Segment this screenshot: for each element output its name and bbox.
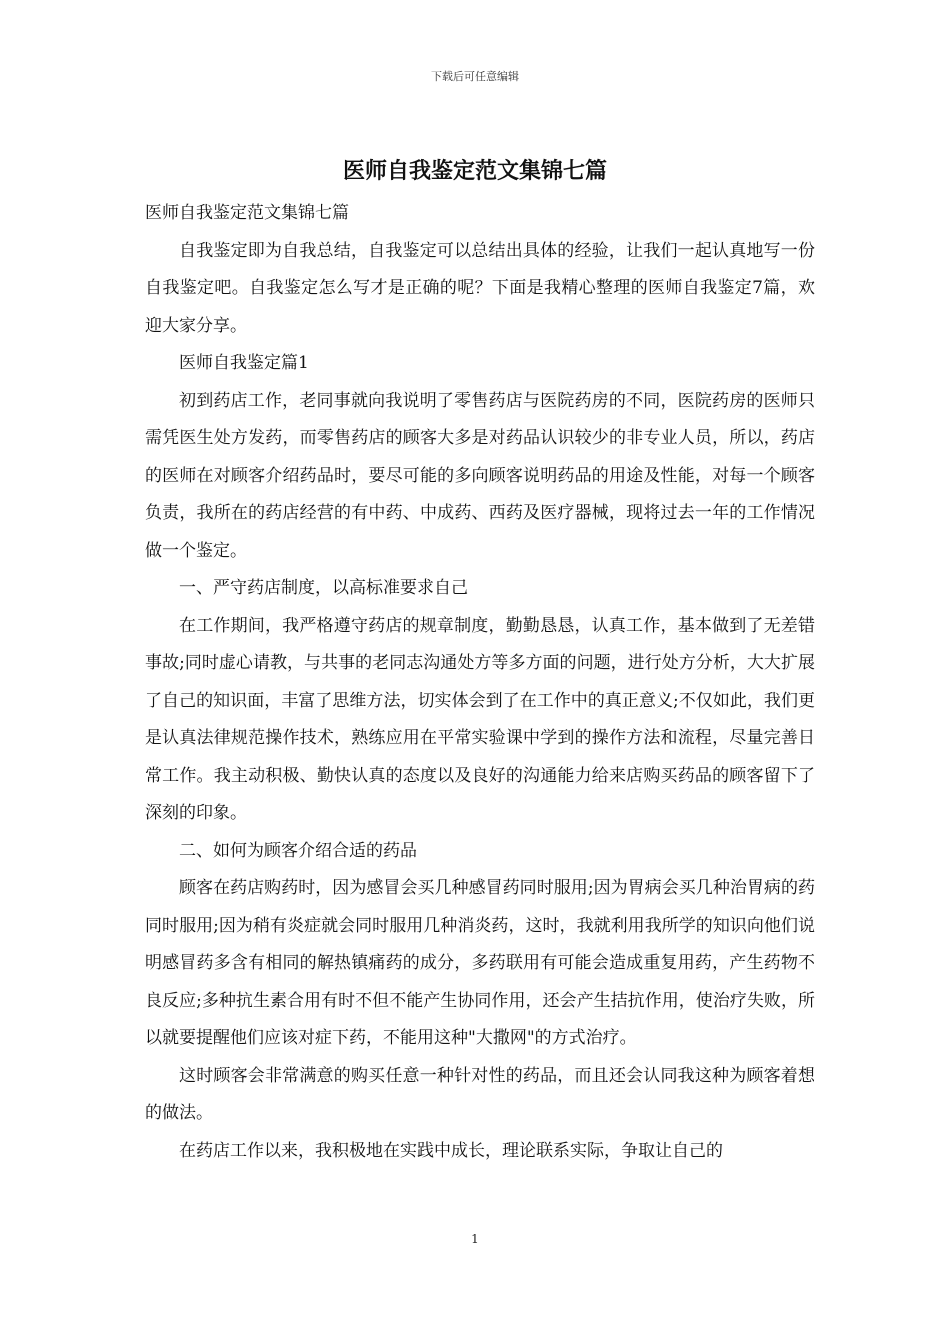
intro-paragraph: 自我鉴定即为自我总结，自我鉴定可以总结出具体的经验，让我们一起认真地写一份自我鉴定吧。自我鉴定怎么写才是正确的呢？下面是我精心整理的医师自我鉴定7篇，欢迎大家分享。: [145, 240, 815, 336]
page-number: 1: [471, 1232, 479, 1246]
body-paragraph: 顾客在药店购药时，因为感冒会买几种感冒药同时服用;因为胃病会买几种治胃病的药同时服用;因为稍有炎症就会同时服用几种消炎药，这时，我就利用我所学的知识向他们说明感冒药多含有相同的解热镇痛药的成分，多药联用有可能会造成重复用药，产生药物不良反应;多种抗生素合用有时不但不能产生协同作用，还会产生拮抗作用，使治疗失败，所以就要提醒他们应该对症下药，不能用这种"大撒网"的方式治疗。: [145, 878, 815, 1048]
body-paragraph: 初到药店工作，老同事就向我说明了零售药店与医院药房的不同，医院药房的医师只需凭医生处方发药，而零售药店的顾客大多是对药品认识较少的非专业人员，所以，药店的医师在对顾客介绍药品时，要尽可能的多向顾客说明药品的用途及性能，对每一个顾客负责，我所在的药店经营的有中药、中成药、西药及医疗器械，现将过去一年的工作情况做一个鉴定。: [145, 390, 815, 561]
subsection-heading: 二、如何为顾客介绍合适的药品: [179, 840, 417, 861]
subtitle-paragraph: 医师自我鉴定范文集锦七篇: [145, 203, 349, 223]
document-title: 医师自我鉴定范文集锦七篇: [342, 158, 607, 184]
body-paragraph: 在工作期间，我严格遵守药店的规章制度，勤勤恳恳，认真工作，基本做到了无差错事故;同时虚心请教，与共事的老同志沟通处方等多方面的问题，进行处方分析，大大扩展了自己的知识面，丰富了思维方法，切实体会到了在工作中的真正意义;不仅如此，我们更是认真法律规范操作技术，熟练应用在平常实验课中学到的操作方法和流程，尽量完善日常工作。我主动积极、勤快认真的态度以及良好的沟通能力给来店购买药品的顾客留下了深刻的印象。: [145, 615, 815, 823]
subsection-heading: 一、严守药店制度，以高标准要求自己: [179, 578, 468, 598]
body-paragraph: 这时顾客会非常满意的购买任意一种针对性的药品，而且还会认同我这种为顾客着想的做法。: [145, 1065, 815, 1123]
body-paragraph: 在药店工作以来，我积极地在实践中成长，理论联系实际，争取让自己的: [179, 1140, 723, 1161]
section-heading: 医师自我鉴定篇1: [179, 353, 309, 373]
header-note: 下载后可任意编辑: [431, 70, 519, 83]
document-body: [145, 195, 815, 1170]
